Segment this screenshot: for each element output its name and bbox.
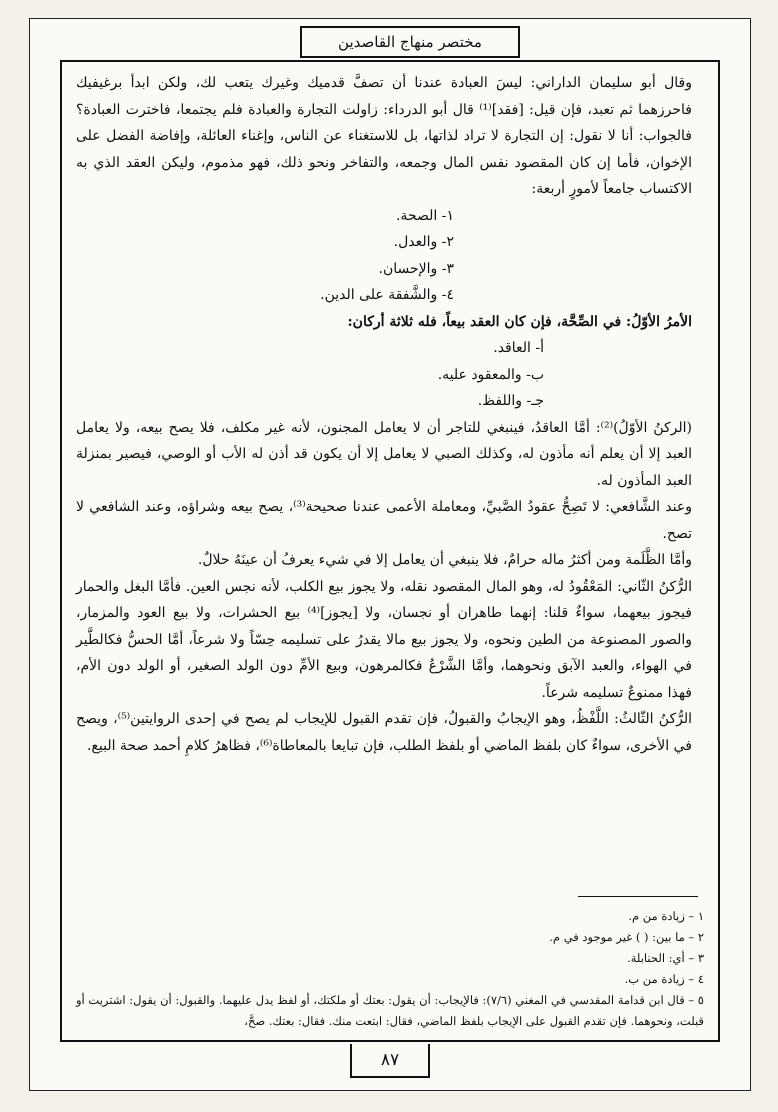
footnote-3: ٣ – أي: الحنابلة. xyxy=(627,951,704,965)
footnote-separator xyxy=(578,896,698,897)
section-heading-first-matter: الأمرُ الأوّلُ: في الصِّحَّة، فإن كان العقد بيعاً، فله ثلاثة أركان: xyxy=(347,313,692,330)
page-number-box xyxy=(350,1044,430,1078)
footnote-5: ٥ – قال ابن قدامة المقدسي في المغني (٧/٦): فالإيجاب: أن يقول: بعتك أو ملكتك، أو لفظ يدل عليهما. والقبول: أن يقول: اشتريت أو قبلت، ونحوهما. فإن تقدم القبول على الإيجاب بلفظ الماضي، فقال: ابتعت منك. فقال: بعتك. صحَّ، xyxy=(76,993,704,1028)
book-title: مختصر منهاج القاصدين xyxy=(338,33,482,51)
list-item-3: ٣- والإحسان. xyxy=(378,260,454,277)
footnote-4: ٤ – زيادة من ب. xyxy=(624,972,704,986)
list-item-1: ١- الصحة. xyxy=(395,207,454,224)
footnote-2: ٢ – ما بين: ( ) غير موجود في م. xyxy=(549,930,704,944)
paragraph-oppressors: وأمَّا الظَّلَمة ومن أكثرُ ماله حرامٌ، فلا ينبغي أن يعامل إلا في شيء يعرفُ أن عينَهُ حلالٌ. xyxy=(197,552,692,568)
sub-item-b: ب- والمعقود عليه. xyxy=(437,366,544,383)
paragraph-second-pillar: الرُّكنُ الثّاني: المَعْقُودُ له، وهو المال المقصود نقله، ولا يجوز بيع الكلب، لأنه نجس العين. فأمَّا البغل والحمار فيجوز بيعهما، سواءٌ قلنا: إنهما طاهران أو نجسان، ولا [يجوز]⁽⁴⁾ بيع الحشرات، ولا بيع العود والمزمار، والصور المصنوعة من الطين ونحوه، ولا يجوز بيع مالا يقدرُ على تسليمه حِسّاً ولا شرعاً، أمَّا الحسُّ فكالطَّير في الهواء، والعبد الآبق ونحوهما، وأمَّا الشَّرْعُ فكالمرهون، وبيع الأمِّ دون الولد الصغير، أو الولد دون الأم، فهذا ممنوعٌ تسليمه شرعاً. xyxy=(76,578,692,701)
page-number: ٨٧ xyxy=(380,1050,400,1070)
running-header xyxy=(300,26,520,58)
paragraph-third-pillar: الرُّكنُ الثّالثُ: اللَّفْظُ، وهو الإيجابُ والقبولُ، فإن تقدم القبول للإيجاب لم يصح في إحدى الروايتين⁽⁵⁾، ويصح في الأخرى، سواءٌ كان بلفظ الماضي أو بلفظ الطلب، فإن تبايعا بالمعاطاة⁽⁶⁾، فظاهرُ كلامِ أحمد صحة البيع. xyxy=(76,711,692,754)
main-text xyxy=(76,70,704,759)
list-item-4: ٤- والشَّفقة على الدين. xyxy=(320,287,454,303)
sub-item-a: أ- العاقد. xyxy=(493,340,544,356)
footnote-1: ١ – زيادة من م. xyxy=(628,909,704,923)
paragraph-first-pillar: (الركنُ الأوّلُ)⁽²⁾: أمَّا العاقدُ، فينبغي للتاجر أن لا يعامل المجنون، لأنه غير مكلف، فلا يصح بيعه، ولا يعامل العبد إلا أن يعلم أنه مأذون له، وكذلك الصبي لا يعامل إلا أن يكون قد أذن له الأب أو الوصي، فيصير بمنزلة العبد المأذون له. xyxy=(76,419,692,489)
list-item-2: ٢- والعدل. xyxy=(393,234,454,250)
sub-item-c: جـ- واللفظ. xyxy=(477,393,544,409)
paragraph-1: وقال أبو سليمان الداراني: ليسَ العبادة عندنا أن تصفَّ قدميك وغيرك يتعب لك، ولكن ابدأ برغيفيك فاحرزهما ثم تعبد، فإن قيل: [فقد]⁽¹⁾ قال أبو الدرداء: زاولت التجارة والعبادة فلم يجتمعا، فاخترت العبادة؟ فالجواب: أنا لا نقول: إن التجارة لا تراد لذاتها، بل للاستغناء عن الناس، وإغناء العائلة، وإفاضة الفضل على الإخوان، فأما إن كان المقصود نفس المال وجمعه، والتفاخر ونحو ذلك، فهو مذموم، وليكن العقد الذي به الاكتساب جامعاً لأمورٍ أربعة: xyxy=(76,75,692,197)
paragraph-shafii: وعند الشَّافعي: لا تَصِحُّ عقودُ الصَّبيِّ، ومعاملة الأعمى عندنا صحيحة⁽³⁾، يصح بيعه وشراؤه، وعند الشافعي لا تصح. xyxy=(76,499,693,542)
footnotes xyxy=(76,906,704,1032)
